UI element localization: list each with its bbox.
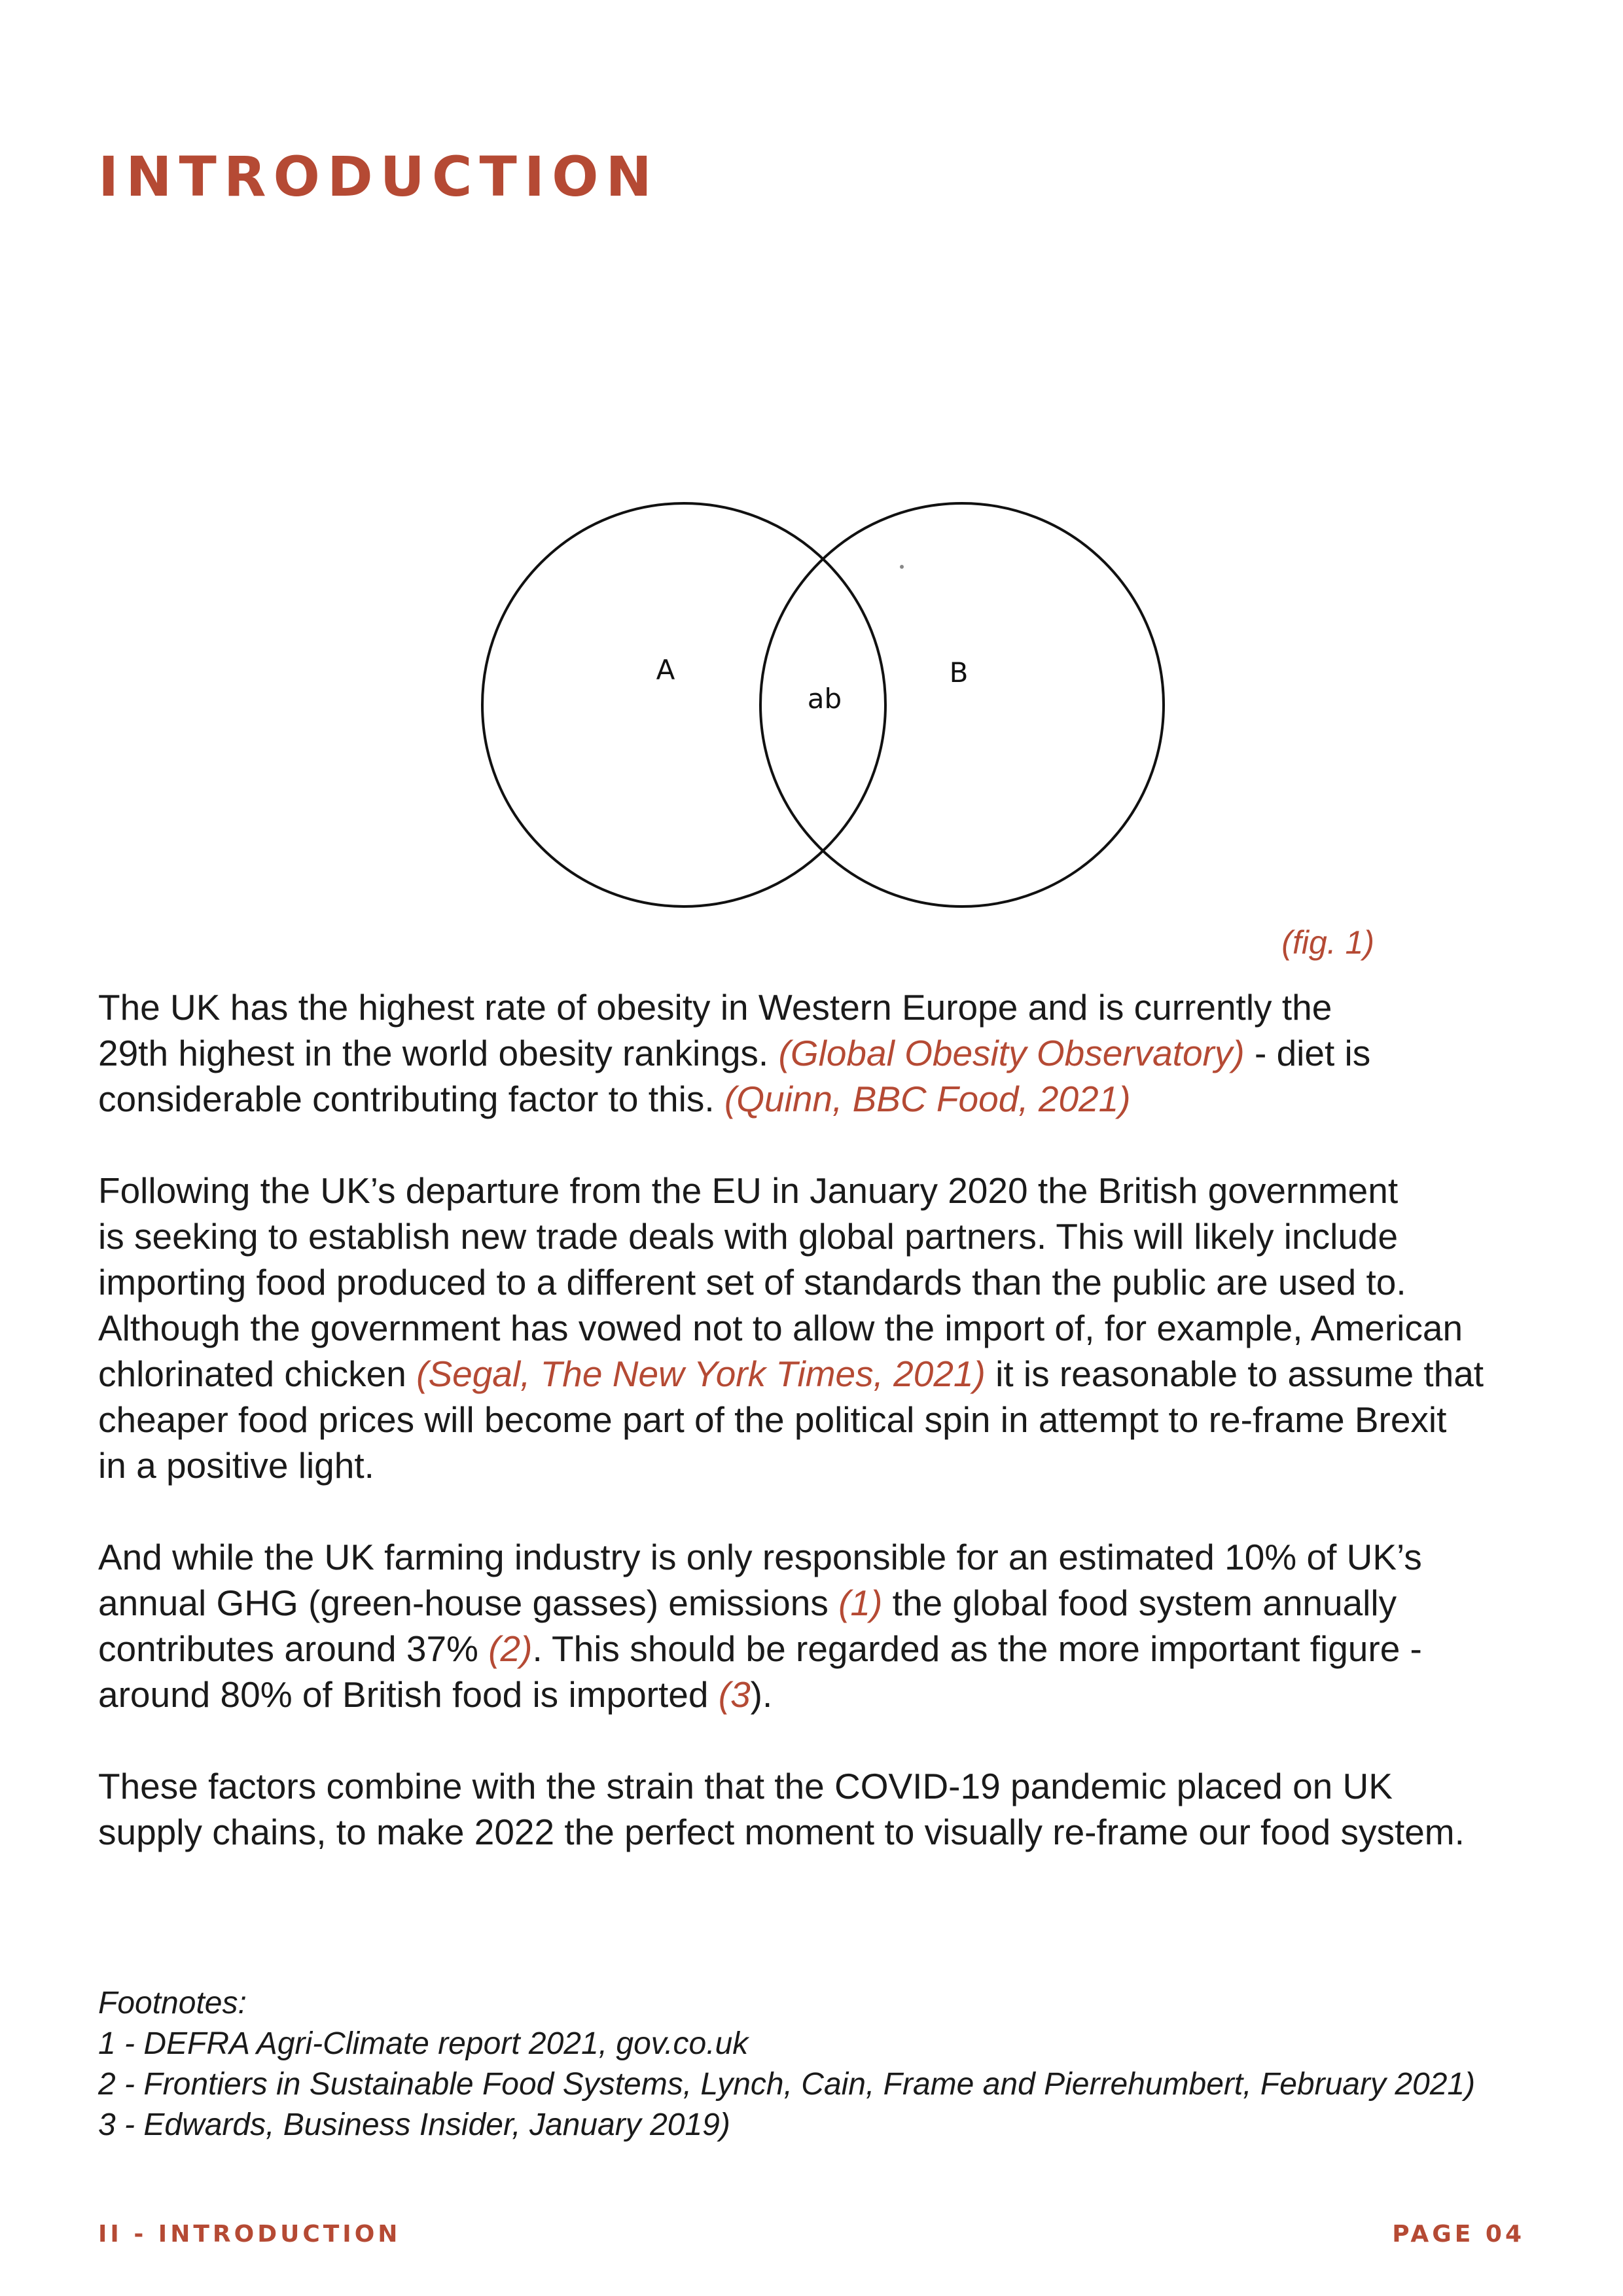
- venn-speck: [900, 565, 904, 569]
- footnote-ref-open: (: [718, 1674, 731, 1715]
- text-run: 29th highest in the world obesity rankings.: [98, 1033, 779, 1073]
- citation: (Global Obesity Observatory): [778, 1033, 1245, 1073]
- citation: (Quinn, BBC Food, 2021): [724, 1079, 1131, 1119]
- text-line: [98, 1351, 1571, 1397]
- footnote-item: 2 - Frontiers in Sustainable Food Systems, Lynch, Cain, Frame and Pierrehumbert, February 2021): [98, 2067, 1476, 2102]
- text-run: it is reasonable to assume that: [985, 1354, 1484, 1394]
- venn-label-b: B: [949, 656, 969, 689]
- footnote-item: 3 - Edwards, Business Insider, January 2019): [98, 2108, 730, 2142]
- text-run: - diet is: [1244, 1033, 1371, 1073]
- footnotes-heading: Footnotes:: [98, 1986, 247, 2020]
- text-line: And while the UK farming industry is only responsible for an estimated 10% of UK’s: [98, 1537, 1422, 1577]
- text-run: contributes around 37%: [98, 1628, 489, 1669]
- footnote-ref: (1): [838, 1583, 883, 1623]
- text-line: Although the government has vowed not to allow the import of, for example, American: [98, 1308, 1463, 1348]
- footnote-ref: 3: [730, 1674, 751, 1715]
- paragraph-obesity: [98, 984, 1571, 1122]
- text-line: [98, 1580, 1571, 1626]
- figure-caption: (fig. 1): [1281, 924, 1374, 961]
- text-line: cheaper food prices will become part of the political spin in attempt to re-frame Brexit: [98, 1399, 1447, 1440]
- text-run: considerable contributing factor to this.: [98, 1079, 724, 1119]
- paragraph-emissions: [98, 1534, 1571, 1717]
- text-line: These factors combine with the strain that the COVID-19 pandemic placed on UK: [98, 1766, 1393, 1806]
- footnotes: [98, 1983, 1571, 2145]
- footnote-ref: (2): [488, 1628, 533, 1669]
- text-line: importing food produced to a different set of standards than the public are used to.: [98, 1262, 1406, 1302]
- footer-section-label: II - INTRODUCTION: [98, 2221, 401, 2248]
- venn-label-ab: ab: [807, 683, 842, 715]
- paragraph-conclusion: [98, 1763, 1571, 1855]
- text-run: chlorinated chicken: [98, 1354, 417, 1394]
- text-line: Following the UK’s departure from the EU in January 2020 the British government: [98, 1170, 1399, 1211]
- text-line: in a positive light.: [98, 1445, 374, 1486]
- text-run: the global food system annually: [882, 1583, 1397, 1623]
- footnote-item: 1 - DEFRA Agri-Climate report 2021, gov.co.uk: [98, 2026, 749, 2061]
- venn-label-a: A: [656, 654, 675, 686]
- citation: (Segal, The New York Times, 2021): [416, 1354, 986, 1394]
- text-run: around 80% of British food is imported: [98, 1674, 719, 1715]
- text-line: is seeking to establish new trade deals with global partners. This will likely include: [98, 1216, 1399, 1257]
- page-title: INTRODUCTION: [98, 145, 659, 209]
- text-line: [98, 1672, 1571, 1717]
- venn-diagram: [458, 484, 1191, 929]
- text-run: . This should be regarded as the more important figure -: [532, 1628, 1422, 1669]
- paragraph-brexit: [98, 1168, 1571, 1488]
- footer-page-number: PAGE 04: [1392, 2221, 1525, 2248]
- text-line: The UK has the highest rate of obesity in Western Europe and is currently the: [98, 987, 1332, 1028]
- text-line: supply chains, to make 2022 the perfect moment to visually re-frame our food system.: [98, 1812, 1465, 1852]
- text-line: [98, 1626, 1571, 1672]
- text-line: [98, 1076, 1571, 1122]
- text-run: ).: [750, 1674, 773, 1715]
- text-run: annual GHG (green-house gasses) emissions: [98, 1583, 839, 1623]
- text-line: [98, 1030, 1571, 1076]
